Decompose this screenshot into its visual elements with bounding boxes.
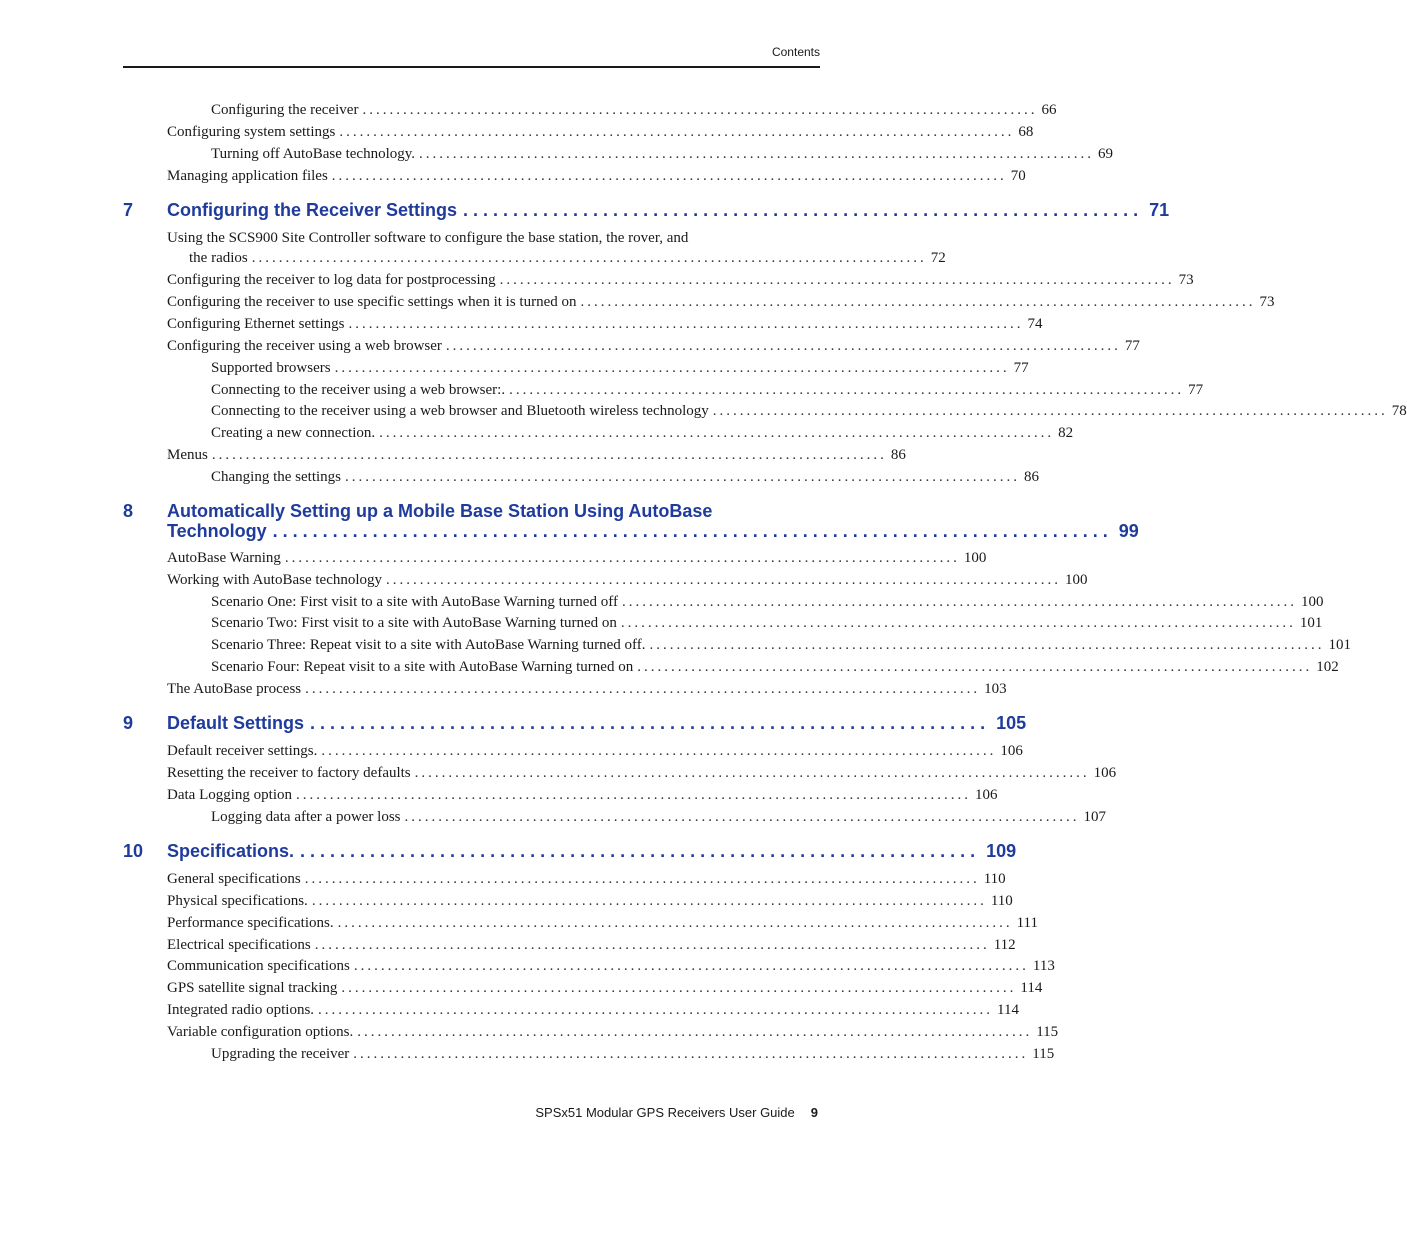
toc-entry[interactable]: Physical specifications. .................................................................................................... 110: [167, 893, 1013, 909]
toc-entry-label: Scenario Two: First visit to a site with AutoBase Warning turned on: [211, 615, 617, 631]
toc-entry-page: 113: [1032, 958, 1055, 974]
toc-entry[interactable]: Data Logging option .................................................................................................... 106: [167, 787, 998, 803]
toc-entry-page: 114: [997, 1002, 1019, 1018]
toc-entry[interactable]: Scenario One: First visit to a site with AutoBase Warning turned off .................................................................................................... 100: [211, 594, 1324, 610]
toc-entry-page: 115: [1032, 1046, 1055, 1062]
toc-entry[interactable]: Configuring the receiver .................................................................................................... 66: [211, 102, 1057, 118]
toc-entry-page: 74: [1027, 316, 1043, 332]
chapter-page: 105: [996, 713, 1027, 733]
toc-entry[interactable]: Creating a new connection. .................................................................................................... 82: [211, 425, 1074, 441]
toc-entry[interactable]: Default receiver settings. .................................................................................................... 106: [167, 743, 1023, 759]
toc-entry[interactable]: Configuring Ethernet settings .................................................................................................... 74: [167, 316, 1043, 332]
toc-entry-label: Electrical specifications: [167, 937, 311, 953]
toc-entry[interactable]: Communication specifications .................................................................................................... 113: [167, 958, 1055, 974]
toc-entry[interactable]: Configuring system settings .................................................................................................... 68: [167, 124, 1034, 140]
chapter-title: Configuring the Receiver Settings: [167, 200, 458, 220]
toc-entry-page: 77: [1013, 360, 1029, 376]
toc-entry[interactable]: Configuring the receiver to log data for postprocessing .................................................................................................... 73: [167, 272, 1194, 288]
toc-entry-page: 107: [1083, 809, 1107, 825]
toc-entry[interactable]: The AutoBase process .................................................................................................... 103: [167, 681, 1007, 697]
toc-entry-page: 86: [1024, 469, 1039, 485]
toc-entry-page: 101: [1299, 615, 1323, 631]
toc-entry[interactable]: Variable configuration options. .................................................................................................... 115: [167, 1024, 1059, 1040]
toc-entry-page: 66: [1041, 102, 1057, 118]
toc-entry-page: 78: [1391, 403, 1407, 419]
toc-entry-page: 70: [1010, 168, 1026, 184]
toc-entry-label: Scenario One: First visit to a site with AutoBase Warning turned off: [211, 594, 618, 610]
running-header: Contents: [771, 45, 820, 59]
toc-entry[interactable]: Integrated radio options. .................................................................................................... 114: [167, 1002, 1019, 1018]
toc-entry[interactable]: GPS satellite signal tracking .................................................................................................... 114: [167, 980, 1043, 996]
toc-entry-label: Upgrading the receiver: [211, 1046, 350, 1062]
chapter-page: 71: [1149, 200, 1170, 220]
footer-page-number: 9: [810, 1105, 818, 1120]
toc-entry-page: 72: [930, 250, 946, 266]
toc-entry[interactable]: Menus .................................................................................................... 86: [167, 447, 906, 463]
toc-entry-label: Changing the settings: [211, 469, 341, 485]
toc-entry[interactable]: General specifications .................................................................................................... 110: [167, 871, 1006, 887]
toc-entry[interactable]: Configuring the receiver to use specific settings when it is turned on .................................................................................................... 73: [167, 294, 1275, 310]
toc-entry-page: 73: [1178, 272, 1194, 288]
toc-entry-page: 82: [1058, 425, 1074, 441]
toc-entry[interactable]: the radios .................................................................................................... 72: [189, 250, 946, 266]
toc-entry-label: Configuring the receiver to use specific settings when it is turned on: [167, 294, 577, 310]
toc-entry-label: Physical specifications.: [167, 893, 308, 909]
toc-entry[interactable]: Upgrading the receiver .................................................................................................... 115: [211, 1046, 1055, 1062]
toc-entry-page: 101: [1328, 637, 1352, 653]
toc-entry-label: The AutoBase process: [167, 681, 302, 697]
toc-entry[interactable]: Supported browsers .................................................................................................... 77: [211, 360, 1029, 376]
toc-entry[interactable]: Turning off AutoBase technology. .................................................................................................... 69: [211, 146, 1114, 162]
page-footer: [450, 1105, 818, 1120]
chapter-title: Default Settings: [167, 713, 305, 733]
chapter-title: Automatically Setting up a Mobile Base Station Using AutoBase: [167, 501, 713, 521]
toc-entry-label: Data Logging option: [167, 787, 292, 803]
toc-entry-page: 114: [1020, 980, 1043, 996]
chapter-number: 7: [123, 200, 134, 220]
toc-entry-label: GPS satellite signal tracking: [167, 980, 338, 996]
toc-entry-label: Communication specifications: [167, 958, 350, 974]
toc-entry-page: 106: [1000, 743, 1023, 759]
toc-entry-label: Working with AutoBase technology: [167, 572, 383, 588]
toc-entry-label: Connecting to the receiver using a web browser and Bluetooth wireless technology: [211, 403, 709, 419]
chapter-page: 99: [1118, 521, 1139, 541]
toc-entry[interactable]: Performance specifications. .................................................................................................... 111: [167, 915, 1038, 931]
toc-entry-label: Configuring Ethernet settings: [167, 316, 345, 332]
toc-entry[interactable]: Logging data after a power loss .................................................................................................... 107: [211, 809, 1107, 825]
toc-entry[interactable]: Changing the settings .................................................................................................... 86: [211, 469, 1039, 485]
toc-entry-page: 106: [1093, 765, 1117, 781]
toc-entry-page: 77: [1188, 382, 1204, 398]
toc-entry-label: Turning off AutoBase technology.: [211, 146, 416, 162]
toc-entry-page: 111: [1016, 915, 1038, 931]
toc-entry[interactable]: Scenario Two: First visit to a site with AutoBase Warning turned on .................................................................................................... 101: [211, 615, 1323, 631]
toc-entry[interactable]: Configuring the receiver using a web browser .................................................................................................... 77: [167, 338, 1140, 354]
toc-entry[interactable]: Scenario Four: Repeat visit to a site with AutoBase Warning turned on .................................................................................................... 102: [211, 659, 1339, 675]
toc-entry-page: 112: [993, 937, 1016, 953]
chapter-title-continued: Technology: [167, 521, 267, 541]
chapter-number: 9: [123, 713, 134, 733]
toc-entry-label[interactable]: Using the SCS900 Site Controller software to configure the base station, the rover, and: [167, 230, 689, 246]
toc-entry[interactable]: Resetting the receiver to factory defaults .................................................................................................... 106: [167, 765, 1117, 781]
chapter-title: Specifications.: [167, 841, 295, 861]
toc-entry-label: Variable configuration options.: [167, 1024, 354, 1040]
toc-entry-page: 106: [974, 787, 998, 803]
toc-entry-label: Configuring system settings: [167, 124, 336, 140]
toc-entry-label: Managing application files: [167, 168, 328, 184]
toc-entry-label: Performance specifications.: [167, 915, 334, 931]
toc-entry[interactable]: Connecting to the receiver using a web browser and Bluetooth wireless technology .................................................................................................... 78: [211, 403, 1407, 419]
toc-entry-label: Configuring the receiver: [211, 102, 359, 118]
toc-entry-page: 102: [1316, 659, 1339, 675]
toc-entry-page: 68: [1018, 124, 1034, 140]
toc-entry-page: 69: [1098, 146, 1114, 162]
toc-entry-label: Creating a new connection.: [211, 425, 376, 441]
toc-entry-page: 100: [963, 550, 987, 566]
chapter-number: 8: [123, 501, 134, 521]
toc-entry-page: 103: [984, 681, 1007, 697]
toc-entry-label: General specifications: [167, 871, 301, 887]
toc-entry-label: Menus: [167, 447, 208, 463]
toc-entry-label: Configuring the receiver using a web browser: [167, 338, 442, 354]
toc-entry-label: Resetting the receiver to factory defaults: [167, 765, 411, 781]
header-rule: [123, 66, 820, 68]
chapter-number: 10: [123, 841, 144, 861]
toc-entry-page: 100: [1300, 594, 1324, 610]
toc-entry-label: Configuring the receiver to log data for postprocessing: [167, 272, 496, 288]
toc-entry[interactable]: Connecting to the receiver using a web browser:. .................................................................................................... 77: [211, 382, 1204, 398]
toc-entry-page: 115: [1036, 1024, 1059, 1040]
toc-entry-label-continued: the radios: [189, 250, 248, 266]
toc-entry-page: 77: [1124, 338, 1140, 354]
toc-entry-label: Logging data after a power loss: [211, 809, 401, 825]
toc-entry[interactable]: Electrical specifications .................................................................................................... 112: [167, 937, 1016, 953]
toc-entry[interactable]: Working with AutoBase technology .................................................................................................... 100: [167, 572, 1088, 588]
toc-entry-label: Scenario Three: Repeat visit to a site with AutoBase Warning turned off.: [211, 637, 646, 653]
toc-entry-page: 110: [983, 871, 1006, 887]
toc-entry-page: 73: [1259, 294, 1275, 310]
chapter-page: 109: [986, 841, 1017, 861]
toc-entry-label: Integrated radio options.: [167, 1002, 315, 1018]
toc-entry-page: 86: [890, 447, 906, 463]
toc-entry-label: Supported browsers: [211, 360, 331, 376]
toc-entry-label: Default receiver settings.: [167, 743, 318, 759]
toc-entry[interactable]: Managing application files .................................................................................................... 70: [167, 168, 1026, 184]
toc-entry-page: 100: [1065, 572, 1088, 588]
footer-title: SPSx51 Modular GPS Receivers User Guide: [535, 1105, 795, 1120]
toc-entry[interactable]: Scenario Three: Repeat visit to a site with AutoBase Warning turned off. .................................................................................................... 101: [211, 637, 1352, 653]
toc-entry[interactable]: AutoBase Warning .................................................................................................... 100: [167, 550, 987, 566]
toc-entry-label: Connecting to the receiver using a web browser:.: [211, 382, 506, 398]
toc-entry-page: 110: [990, 893, 1013, 909]
toc-entry-label: Scenario Four: Repeat visit to a site with AutoBase Warning turned on: [211, 659, 634, 675]
toc-entry-label: AutoBase Warning: [167, 550, 281, 566]
